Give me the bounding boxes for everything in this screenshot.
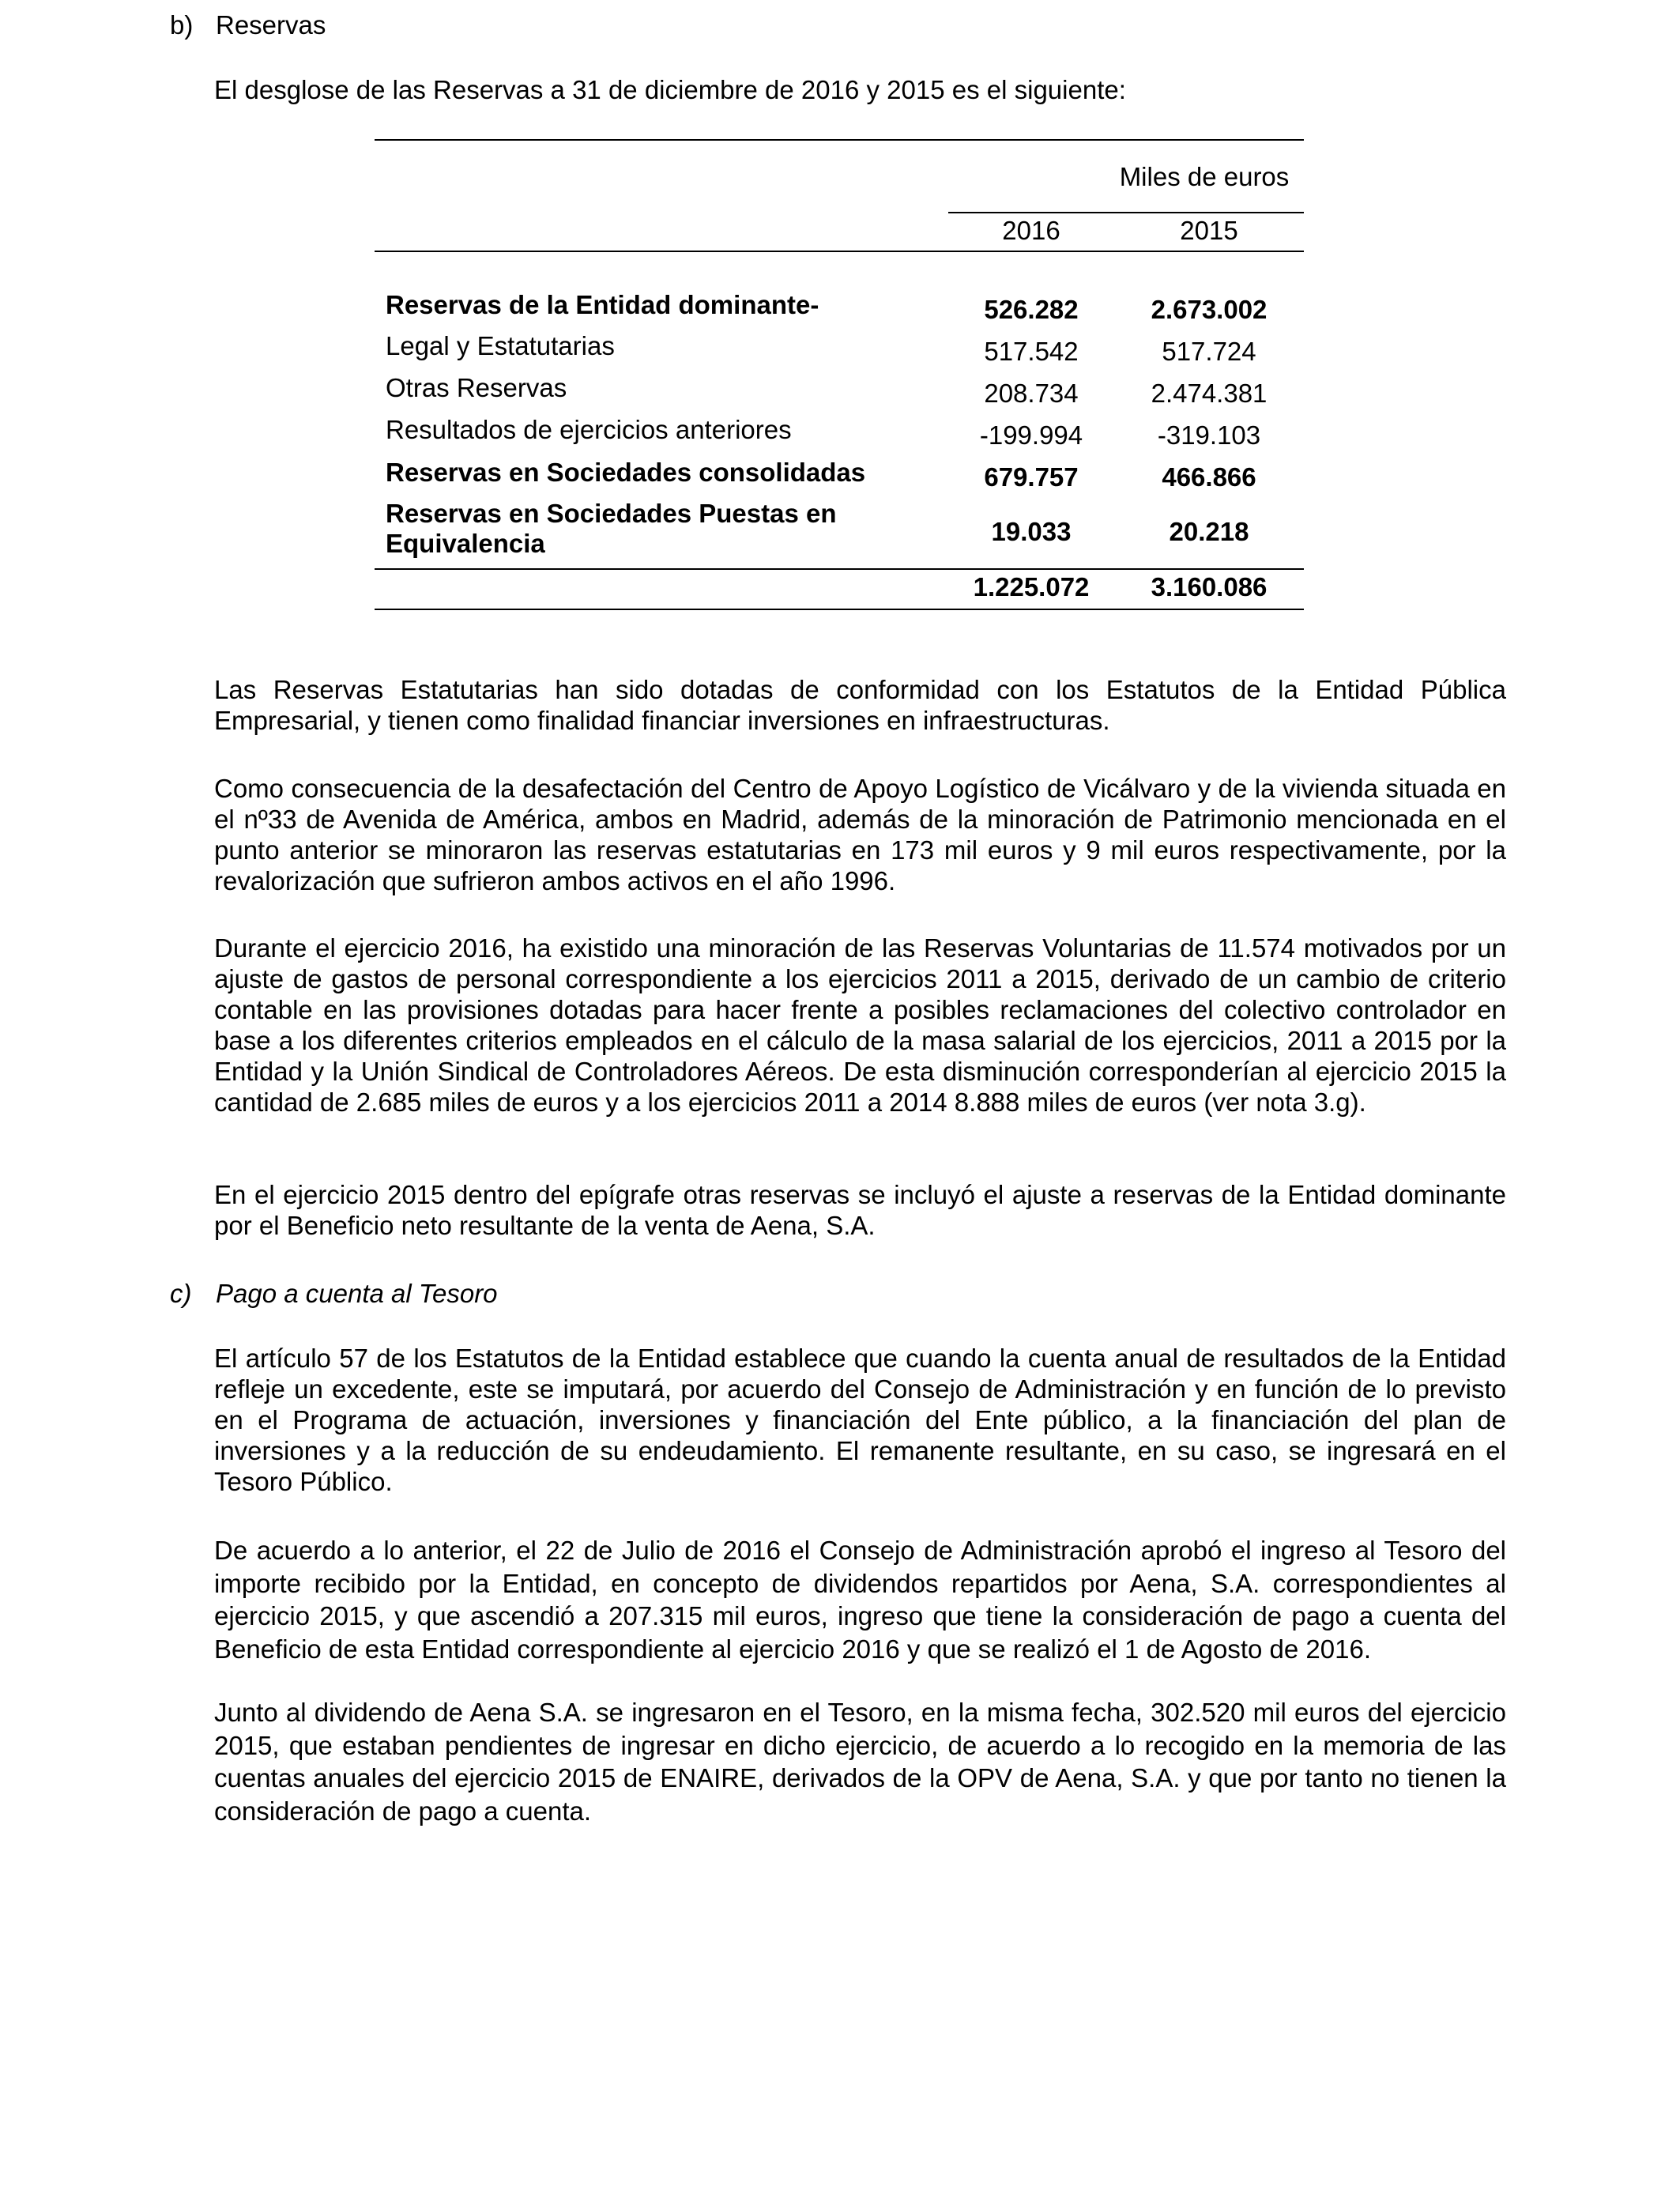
row-value-2015: 2.673.002	[1151, 295, 1268, 324]
row-value-2015: 2.474.381	[1151, 379, 1268, 408]
paragraph-minoracion-2016: Durante el ejercicio 2016, ha existido una minoración de las Reservas Voluntarias de 11.574 motivados por un ajuste de gastos de personal correspondiente a los ejercicios 2011 a 2015, derivado de un cambio de criterio contable en las provisiones dotadas para hacer frente a posibles reclamaciones del colectivo controlador en base a los diferentes criterios empleados en el cálculo de la masa salarial de los ejercicios, 2011 a 2015 por la Entidad y la Unión Sindical de Controladores Aéreos. De esta disminución corresponderían al ejercicio 2015 la cantidad de 2.685 miles de euros y a los ejercicios 2011 a 2014 8.888 miles de euros (ver nota 3.g).	[214, 933, 1506, 1117]
section-b-heading	[170, 9, 326, 41]
total-bottom-rule	[375, 609, 1304, 610]
section-c-title: Pago a cuenta al Tesoro	[216, 1279, 498, 1308]
intro-text: El desglose de las Reservas a 31 de diciembre de 2016 y 2015 es el siguiente:	[214, 75, 1126, 104]
total-value-2015: 3.160.086	[1151, 572, 1268, 601]
row-label-resultados-anteriores: Resultados de ejercicios anteriores	[386, 415, 792, 444]
row-label-sociedades-consolidadas: Reservas en Sociedades consolidadas	[386, 458, 866, 487]
row-value-2015: 517.724	[1162, 337, 1256, 366]
section-b-letter: b)	[170, 10, 194, 40]
paragraph-ejercicio-2015: En el ejercicio 2015 dentro del epígrafe otras reservas se incluyó el ajuste a reservas de la Entidad dominante por el Beneficio neto resultante de la venta de Aena, S.A.	[214, 1180, 1506, 1240]
section-b-title: Reservas	[216, 10, 326, 40]
paragraph-ingreso-tesoro: De acuerdo a lo anterior, el 22 de Julio de 2016 el Consejo de Administración aprobó el ingreso al Tesoro del importe recibido por la Entidad, en concepto de dividendos repartidos por Aena, S.A. correspondientes al ejercicio 2015, y que ascendió a 207.315 mil euros, ingreso que tiene la consideración de pago a cuenta del Beneficio de esta Entidad correspondiente al ejercicio 2016 y que se realizó el 1 de Agosto de 2016.	[214, 1536, 1506, 1664]
unit-header: Miles de euros	[1119, 162, 1290, 191]
row-value-2015: -319.103	[1157, 420, 1261, 450]
reserves-table	[375, 139, 1304, 609]
row-value-2016: 208.734	[984, 379, 1079, 408]
row-value-2015: 20.218	[1169, 517, 1249, 546]
unit-header-rule	[948, 212, 1304, 213]
year-header-2016: 2016	[1002, 216, 1060, 245]
row-value-2016: 679.757	[984, 462, 1079, 492]
section-c-heading	[170, 1278, 498, 1310]
year-header-2015: 2015	[1180, 216, 1238, 245]
row-value-2016: 526.282	[984, 295, 1079, 324]
row-value-2015: 466.866	[1162, 462, 1256, 492]
total-value-2016: 1.225.072	[973, 572, 1090, 601]
row-label-legal-estatutarias: Legal y Estatutarias	[386, 331, 615, 360]
paragraph-dividendo-aena: Junto al dividendo de Aena S.A. se ingresaron en el Tesoro, en la misma fecha, 302.520 mil euros del ejercicio 2015, que estaban pendientes de ingresar en dicho ejercicio, de acuerdo a lo recogido en la memoria de las cuentas anuales del ejercicio 2015 de ENAIRE, derivados de la OPV de Aena, S.A. y que por tanto no tienen la consideración de pago a cuenta.	[214, 1698, 1506, 1826]
row-label-puestas-equivalencia: Reservas en Sociedades Puestas en Equivalencia	[386, 499, 837, 558]
row-value-2016: 517.542	[984, 337, 1079, 366]
paragraph-desafectacion: Como consecuencia de la desafectación del Centro de Apoyo Logístico de Vicálvaro y de la vivienda situada en el nº33 de Avenida de América, ambos en Madrid, además de la minoración de Patrimonio mencionada en el punto anterior se minoraron las reservas estatutarias en 173 mil euros y 9 mil euros respectivamente, por la revalorización que sufrieron ambos activos en el año 1996.	[214, 774, 1506, 895]
paragraph-reservas-estatutarias: Las Reservas Estatutarias han sido dotadas de conformidad con los Estatutos de la Entidad Pública Empresarial, y tienen como finalidad financiar inversiones en infraestructuras.	[214, 675, 1506, 735]
paragraph-articulo-57: El artículo 57 de los Estatutos de la Entidad establece que cuando la cuenta anual de resultados de la Entidad refleje un excedente, este se imputará, por acuerdo del Consejo de Administración y en función de lo previsto en el Programa de actuación, inversiones y financiación del Ente público, a la financiación del plan de inversiones y a la reducción de su endeudamiento. El remanente resultante, en su caso, se ingresará en el Tesoro Público.	[214, 1344, 1506, 1496]
table-top-rule	[375, 139, 1304, 141]
total-top-rule	[375, 568, 1304, 570]
header-bottom-rule	[375, 251, 1304, 252]
section-c-letter: c)	[170, 1279, 192, 1308]
row-label-entidad-dominante: Reservas de la Entidad dominante-	[386, 290, 819, 319]
row-label-otras-reservas: Otras Reservas	[386, 373, 567, 402]
row-value-2016: -199.994	[979, 420, 1083, 450]
row-value-2016: 19.033	[991, 517, 1072, 546]
